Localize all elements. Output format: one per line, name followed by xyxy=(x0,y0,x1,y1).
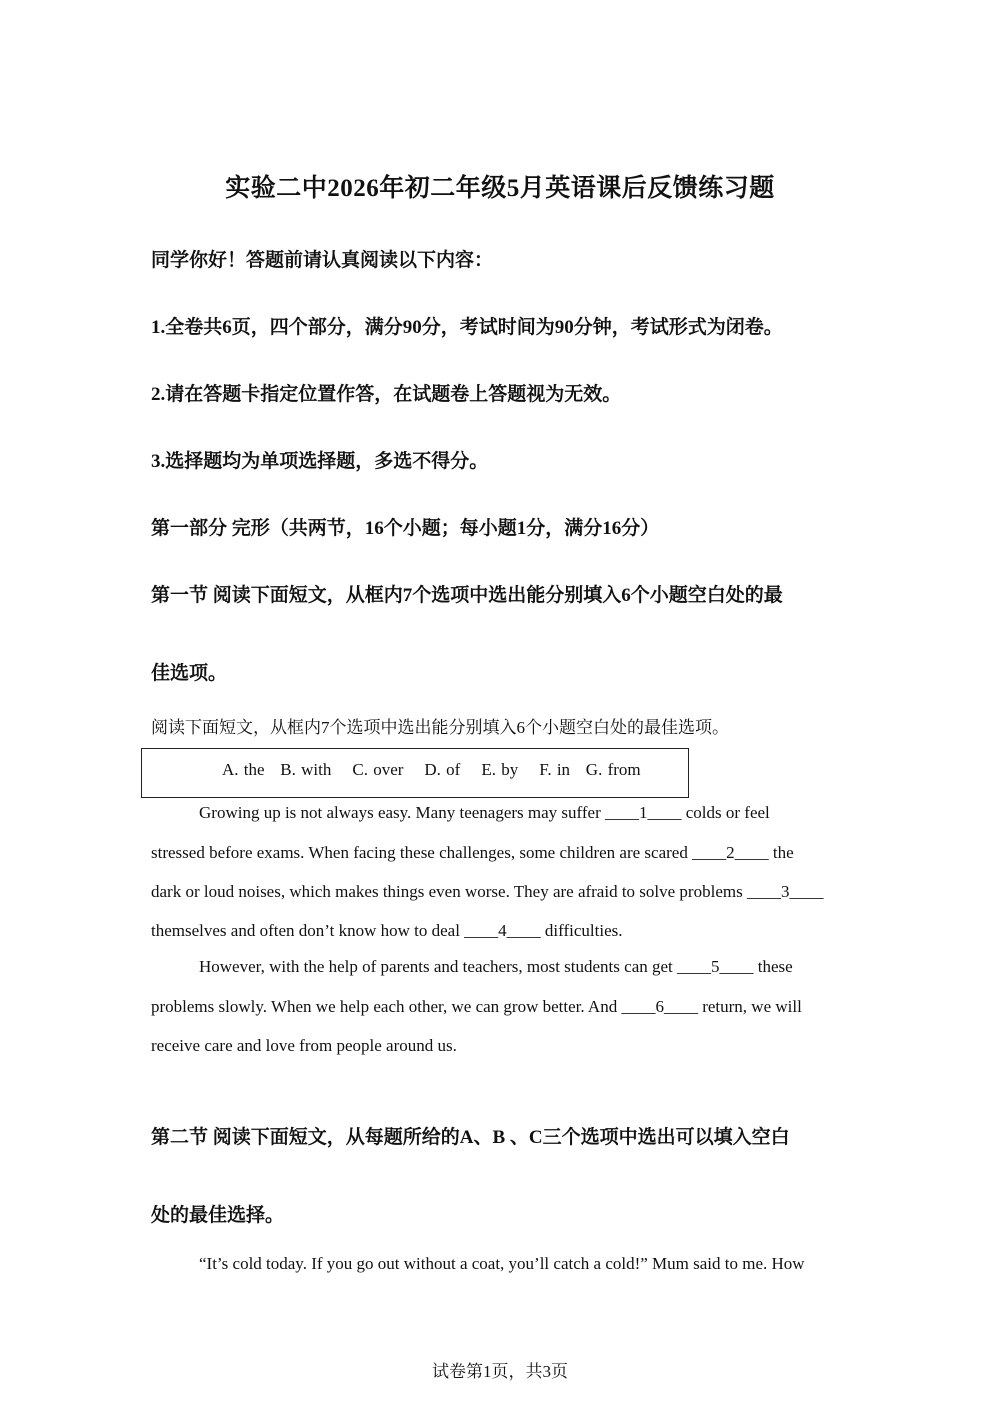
passage2-line: “It’s cold today. If you go out without a coat, you’ll catch a cold!” Mum said to me. How xyxy=(199,1254,805,1273)
section1-prompt: 阅读下面短文，从框内7个选项中选出能分别填入6个小题空白处的最佳选项。 xyxy=(151,718,729,737)
passage1-line: problems slowly. When we help each other, we can grow better. And ____6____ return, we will xyxy=(151,997,802,1016)
instruction-2: 2.请在答题卡指定位置作答，在试题卷上答题视为无效。 xyxy=(151,384,622,405)
section1-title-line1: 第一节 阅读下面短文，从框内7个选项中选出能分别填入6个小题空白处的最 xyxy=(151,585,783,606)
passage1-line: receive care and love from people around us. xyxy=(151,1036,457,1055)
page-footer: 试卷第1页，共3页 xyxy=(432,1362,568,1381)
passage1-line: stressed before exams. When facing these challenges, some children are scared ____2____ the xyxy=(151,843,794,862)
options-text: A. the B. with C. over D. of E. by F. in G. from xyxy=(222,760,641,779)
options-box xyxy=(141,748,689,798)
section2-title-line1: 第二节 阅读下面短文，从每题所给的A、B 、C三个选项中选出可以填入空白 xyxy=(151,1127,790,1148)
greeting: 同学你好！答题前请认真阅读以下内容： xyxy=(151,250,494,271)
passage1-line: However, with the help of parents and teachers, most students can get ____5____ these xyxy=(199,957,793,976)
part1-title: 第一部分 完形（共两节，16个小题；每小题1分，满分16分） xyxy=(151,518,660,539)
instruction-1: 1.全卷共6页，四个部分，满分90分，考试时间为90分钟，考试形式为闭卷。 xyxy=(151,317,783,338)
passage1-line: dark or loud noises, which makes things even worse. They are afraid to solve problems ____3____ xyxy=(151,882,824,901)
passage1-line: themselves and often don’t know how to deal ____4____ difficulties. xyxy=(151,921,623,940)
passage1-line: Growing up is not always easy. Many teenagers may suffer ____1____ colds or feel xyxy=(199,803,770,822)
section2-title-line2: 处的最佳选择。 xyxy=(151,1205,285,1226)
section1-title-line2: 佳选项。 xyxy=(151,663,228,684)
instruction-3: 3.选择题均为单项选择题，多选不得分。 xyxy=(151,451,489,472)
page-title: 实验二中2026年初二年级5月英语课后反馈练习题 xyxy=(225,175,775,202)
